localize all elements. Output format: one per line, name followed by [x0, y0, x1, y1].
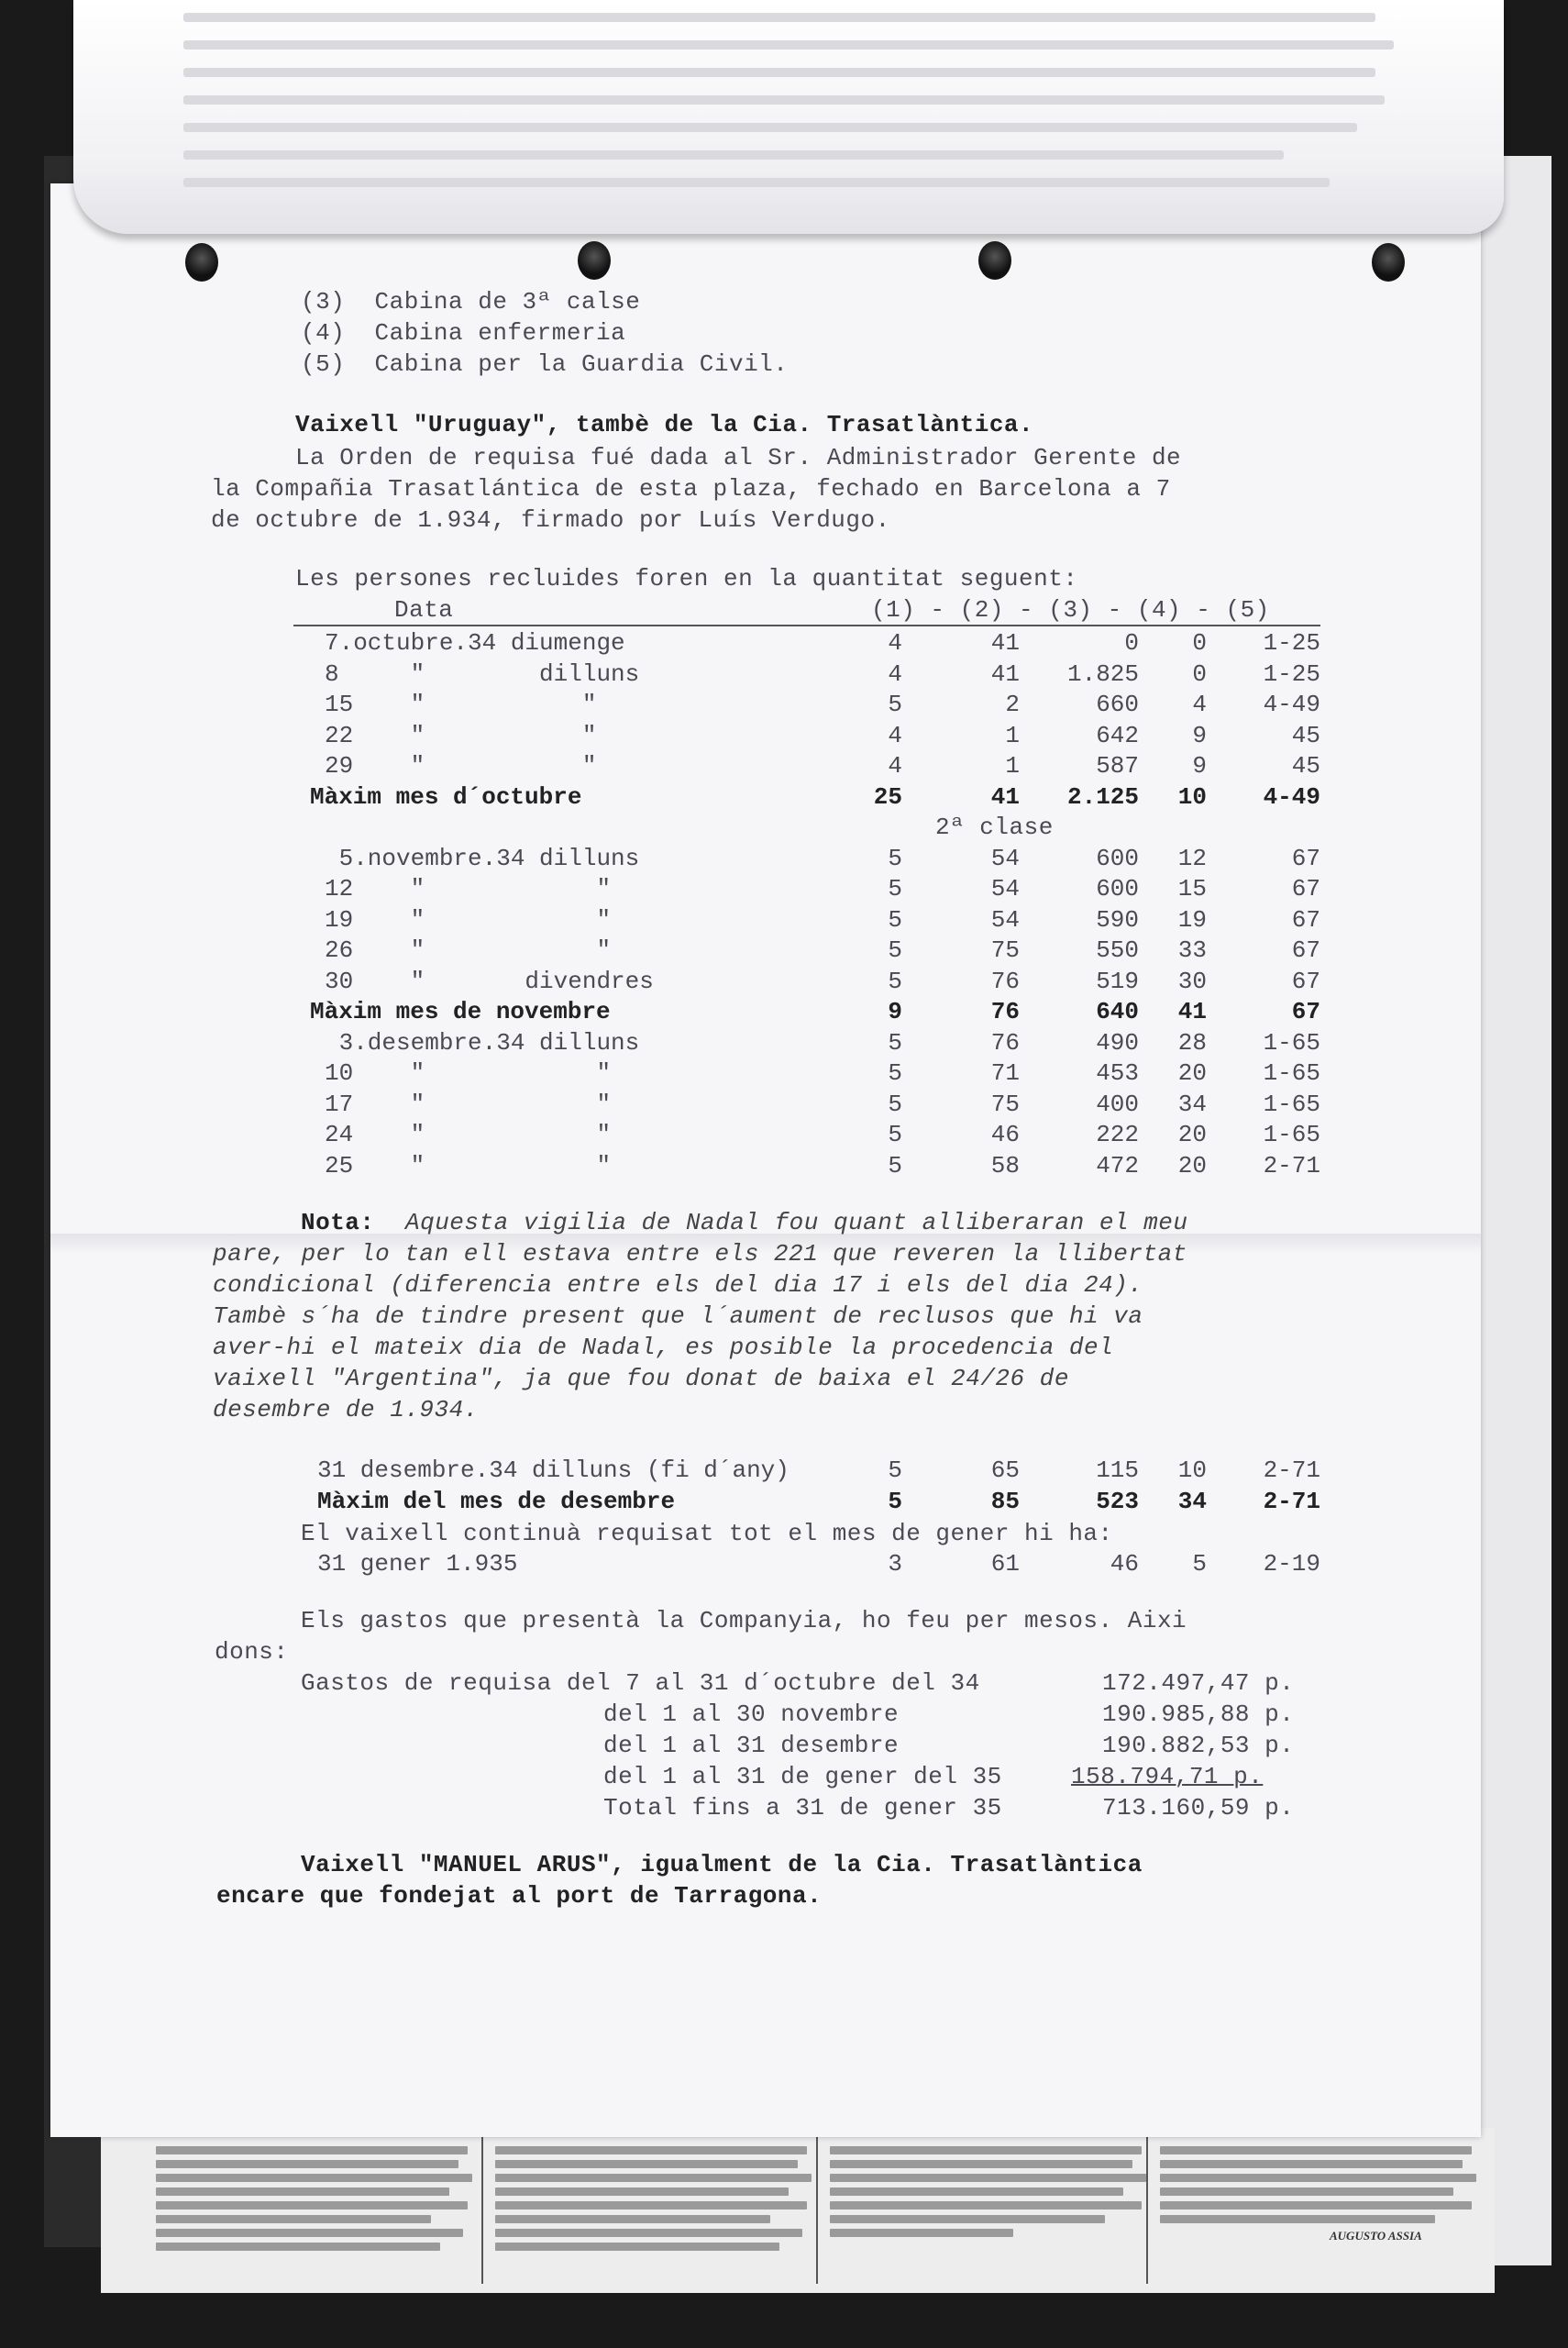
table-cell-c4: 10: [1177, 782, 1207, 811]
table-cell-c1: 5: [888, 905, 902, 934]
table-cell-c5: 67: [1291, 844, 1320, 872]
table-cell-c3: 1.825: [1066, 659, 1139, 688]
table-cell-date: 31 gener 1.935: [317, 1550, 518, 1578]
table-cell-c5: 67: [1291, 998, 1320, 1025]
table-cell-c2: 85: [990, 1488, 1020, 1515]
nota-line: desembre de 1.934.: [213, 1396, 479, 1423]
table-cell-date: 29 " ": [325, 752, 597, 780]
table-cell-c4: 0: [1192, 629, 1207, 657]
table-cell-c3: 523: [1096, 1488, 1139, 1515]
table-cell-date: 7.octubre.34 diumenge: [325, 629, 625, 657]
news-column: [495, 2141, 825, 2278]
table-cell-c3: 222: [1096, 1121, 1139, 1148]
table-cell-date: 31 desembre.34 dilluns (fi d´any): [317, 1456, 790, 1484]
binder-ring-hole: [185, 243, 218, 282]
table-cell-c1: 5: [888, 936, 902, 964]
news-signature: AUGUSTO ASSIA: [1330, 2229, 1422, 2243]
table-cell-c5: 1-65: [1263, 1028, 1320, 1057]
table-row: [0, 1150, 1568, 1181]
table-cell-c5: 1-25: [1263, 659, 1320, 688]
paragraph-line: La Orden de requisa fué dada al Sr. Administrador Gerente de: [295, 444, 1182, 471]
table-row: [0, 659, 1568, 690]
table-cell-c2: 76: [990, 1028, 1020, 1057]
table-cell-c3: 550: [1096, 936, 1139, 964]
gastos-intro: Els gastos que presentà la Companyia, ho feu per mesos. Aixi: [301, 1607, 1187, 1634]
gastos-amount: 158.794,71 p.: [1071, 1763, 1264, 1790]
table-cell-c4: 4: [1192, 691, 1207, 718]
table-cell-c3: 519: [1096, 967, 1139, 995]
nota-line: aver-hi el mateix dia de Nadal, es posible la procedencia del: [213, 1334, 1114, 1361]
news-column: [156, 2141, 486, 2278]
table-row: [0, 627, 1568, 659]
nota-line: Tambè s´ha de tindre present que l´aument de reclusos que hi va: [213, 1302, 1143, 1330]
nota-line: Aquesta vigilia de Nadal fou quant alliberaran el meu: [405, 1209, 1188, 1236]
table-cell-c1: 5: [888, 1151, 902, 1180]
table-cell-c5: 4-49: [1263, 782, 1320, 811]
table-cell-date: 17 " ": [325, 1090, 612, 1118]
table-cell-c3: 642: [1096, 721, 1139, 749]
table-cell-date: 19 " ": [325, 905, 612, 934]
gastos-amount: 172.497,47 p.: [1102, 1669, 1295, 1697]
table-cell-c5: 1-65: [1263, 1121, 1320, 1148]
list-item: (5) Cabina per la Guardia Civil.: [301, 350, 789, 378]
table-cell-c1: 5: [888, 1456, 902, 1484]
table-cell-c2: 54: [990, 875, 1020, 903]
table-cell-c3: 600: [1096, 875, 1139, 903]
table-cell-c2: 41: [990, 659, 1020, 688]
table-cell-c4: 9: [1192, 752, 1207, 780]
table-cell-c4: 28: [1177, 1028, 1207, 1057]
table-cell-c5: 2-19: [1263, 1550, 1320, 1578]
table-cell-c5: 67: [1291, 905, 1320, 934]
table-cell-c4: 20: [1177, 1121, 1207, 1148]
table-cell-c2: 71: [990, 1059, 1020, 1087]
table-cell-c2: 75: [990, 1090, 1020, 1118]
table-row: [0, 935, 1568, 966]
gastos-label: del 1 al 31 desembre: [603, 1732, 900, 1759]
table-cell-c1: 3: [888, 1550, 902, 1578]
table-cell-date: 30 " divendres: [325, 967, 654, 995]
table-header-date: Data: [394, 596, 454, 624]
table-header-columns: (1) - (2) - (3) - (4) - (5): [871, 596, 1270, 624]
table-cell-c5: 2-71: [1263, 1488, 1320, 1515]
gastos-intro: dons:: [215, 1638, 289, 1666]
table-cell-c3: 660: [1096, 691, 1139, 718]
table-row: [0, 689, 1568, 720]
binder-ring-hole: [978, 241, 1011, 280]
gastos-amount: 190.985,88 p.: [1102, 1700, 1295, 1728]
table-cell-c4: 41: [1177, 998, 1207, 1025]
table-cell-c2: 46: [990, 1121, 1020, 1148]
table-cell-c5: 2-71: [1263, 1151, 1320, 1180]
table-cell-c3: 640: [1096, 998, 1139, 1025]
table-cell-c1: 4: [888, 659, 902, 688]
table-cell-c2: 2: [1005, 691, 1020, 718]
table-cell-c2: 54: [990, 844, 1020, 872]
table-cell-c2: 54: [990, 905, 1020, 934]
table-cell-c4: 20: [1177, 1059, 1207, 1087]
table-cell-c2: 65: [990, 1456, 1020, 1484]
table-header-rule: [293, 625, 1320, 626]
table-cell-c3: 115: [1096, 1456, 1139, 1484]
table-cell-c4: 34: [1177, 1488, 1207, 1515]
table-cell-c2: 41: [990, 782, 1020, 811]
table-cell-c1: 5: [888, 1121, 902, 1148]
gastos-total-label: Total fins a 31 de gener 35: [603, 1794, 1002, 1822]
table-cell-c4: 10: [1177, 1456, 1207, 1484]
table-cell-c2: 75: [990, 936, 1020, 964]
nota-line: vaixell "Argentina", ja que fou donat de baixa el 24/26 de: [213, 1365, 1069, 1392]
nota-line: condicional (diferencia entre els del dia 17 i els del dia 24).: [213, 1271, 1143, 1299]
table-cell-c5: 1-25: [1263, 629, 1320, 657]
table-cell-date: 22 " ": [325, 721, 597, 749]
table-row: [0, 1119, 1568, 1150]
table-cell-c4: 5: [1192, 1550, 1207, 1578]
table-cell-date: 8 " dilluns: [325, 659, 640, 688]
table-cell-c4: 9: [1192, 721, 1207, 749]
table-cell-c3: 587: [1096, 752, 1139, 780]
table-cell-c1: 4: [888, 629, 902, 657]
table-cell-c1: 5: [888, 967, 902, 995]
continua-line: El vaixell continuà requisat tot el mes de gener hi ha:: [301, 1520, 1113, 1547]
table-cell-c5: 2-71: [1263, 1456, 1320, 1484]
table-cell-c4: 33: [1177, 936, 1207, 964]
table-row: [0, 904, 1568, 936]
binder-ring-hole: [578, 241, 611, 280]
table-cell-c1: 4: [888, 752, 902, 780]
table-cell-date: 10 " ": [325, 1059, 612, 1087]
table-cell-c3: 600: [1096, 844, 1139, 872]
table-cell-c4: 0: [1192, 659, 1207, 688]
table-cell-c3: 453: [1096, 1059, 1139, 1087]
table-cell-c5: 1-65: [1263, 1090, 1320, 1118]
table-cell-c3: 472: [1096, 1151, 1139, 1180]
nota-label: Nota:: [301, 1209, 375, 1236]
table-row: [0, 1058, 1568, 1089]
table-cell-date: Màxim mes de novembre: [310, 998, 611, 1025]
table-cell-c1: 5: [888, 1028, 902, 1057]
gastos-label: Gastos de requisa del 7 al 31 d´octubre del 34: [301, 1669, 980, 1697]
table-cell-c4: 30: [1177, 967, 1207, 995]
gastos-total-amount: 713.160,59 p.: [1102, 1794, 1295, 1822]
table-cell-c2: 76: [990, 998, 1020, 1025]
table-cell-c3: 490: [1096, 1028, 1139, 1057]
table-cell-c4: 19: [1177, 905, 1207, 934]
table-cell-c5: 67: [1291, 967, 1320, 995]
gastos-label: del 1 al 30 novembre: [603, 1700, 900, 1728]
table-cell-c3: 590: [1096, 905, 1139, 934]
table-cell-c1: 25: [873, 782, 902, 811]
table-cell-date: 3.desembre.34 dilluns: [325, 1028, 640, 1057]
table-cell-c1: 9: [888, 998, 902, 1025]
table-cell-c1: 5: [888, 691, 902, 718]
section-heading-manuel-arus: Vaixell "MANUEL ARUS", igualment de la Cia. Trasatlàntica: [301, 1851, 1143, 1878]
table-cell-c4: 15: [1177, 875, 1207, 903]
table-cell-c3: 46: [1110, 1550, 1139, 1578]
section-heading-uruguay: Vaixell "Uruguay", tambè de la Cia. Trasatlàntica.: [295, 411, 1034, 438]
table-cell-c2: 41: [990, 629, 1020, 657]
table-row: [0, 720, 1568, 751]
news-column: [1160, 2141, 1490, 2278]
table-row: [0, 1089, 1568, 1120]
paragraph-line: la Compañia Trasatlántica de esta plaza, fechado en Barcelona a 7: [211, 475, 1171, 503]
table-cell-c5: 45: [1291, 721, 1320, 749]
table-cell-date: 25 " ": [325, 1151, 612, 1180]
table-cell-c1: 5: [888, 875, 902, 903]
table-cell-date: 12 " ": [325, 875, 612, 903]
table-cell-c2: 58: [990, 1151, 1020, 1180]
table-row-max-november: [0, 996, 1568, 1027]
table-cell-c5: 1-65: [1263, 1059, 1320, 1087]
table-row: [0, 843, 1568, 874]
table-intro: Les persones recluides foren en la quantitat seguent:: [295, 565, 1078, 593]
gastos-label: del 1 al 31 de gener del 35: [603, 1763, 1002, 1790]
table-cell-c3: 0: [1124, 629, 1139, 657]
table-cell-date: 26 " ": [325, 936, 612, 964]
table-cell-date: 15 " ": [325, 691, 597, 718]
table-row-max-december: [0, 1486, 1568, 1517]
table-cell-c4: 34: [1177, 1090, 1207, 1118]
table-cell-c1: 4: [888, 721, 902, 749]
table-row: [0, 966, 1568, 997]
table-row: [0, 1455, 1568, 1486]
clase-label: 2ª clase: [935, 814, 1054, 841]
previous-page-curl: [73, 0, 1504, 234]
table-cell-c5: 67: [1291, 875, 1320, 903]
table-cell-c2: 1: [1005, 752, 1020, 780]
table-row: [0, 873, 1568, 904]
table-cell-c1: 5: [888, 844, 902, 872]
table-cell-c5: 67: [1291, 936, 1320, 964]
gastos-amount: 190.882,53 p.: [1102, 1732, 1295, 1759]
table-cell-c1: 5: [888, 1059, 902, 1087]
table-cell-c2: 61: [990, 1550, 1020, 1578]
paragraph-line: de octubre de 1.934, firmado por Luís Verdugo.: [211, 506, 890, 534]
table-cell-c1: 5: [888, 1488, 902, 1515]
table-cell-c5: 45: [1291, 752, 1320, 780]
table-row-max-october: [0, 781, 1568, 813]
list-item: (4) Cabina enfermeria: [301, 319, 626, 347]
table-cell-c3: 400: [1096, 1090, 1139, 1118]
table-cell-c1: 5: [888, 1090, 902, 1118]
table-cell-date: 24 " ": [325, 1121, 612, 1148]
table-row: [0, 1027, 1568, 1058]
binder-ring-hole: [1372, 243, 1405, 282]
table-cell-c4: 12: [1177, 844, 1207, 872]
table-cell-c4: 20: [1177, 1151, 1207, 1180]
table-cell-c2: 1: [1005, 721, 1020, 749]
list-item: (3) Cabina de 3ª calse: [301, 288, 641, 316]
table-cell-date: 5.novembre.34 dilluns: [325, 844, 640, 872]
table-cell-c2: 76: [990, 967, 1020, 995]
table-cell-c3: 2.125: [1066, 782, 1139, 811]
nota-line: pare, per lo tan ell estava entre els 221 que reveren la llibertat: [213, 1240, 1187, 1268]
table-cell-date: Màxim mes d´octubre: [310, 782, 582, 811]
section-heading-manuel-arus-cont: encare que fondejat al port de Tarragona.: [216, 1882, 823, 1910]
table-cell-c5: 4-49: [1263, 691, 1320, 718]
table-row: [0, 1548, 1568, 1579]
news-column: [830, 2141, 1160, 2278]
table-cell-date: Màxim del mes de desembre: [317, 1488, 676, 1515]
table-row: [0, 750, 1568, 781]
newspaper-clipping-bottom: [101, 2128, 1495, 2293]
